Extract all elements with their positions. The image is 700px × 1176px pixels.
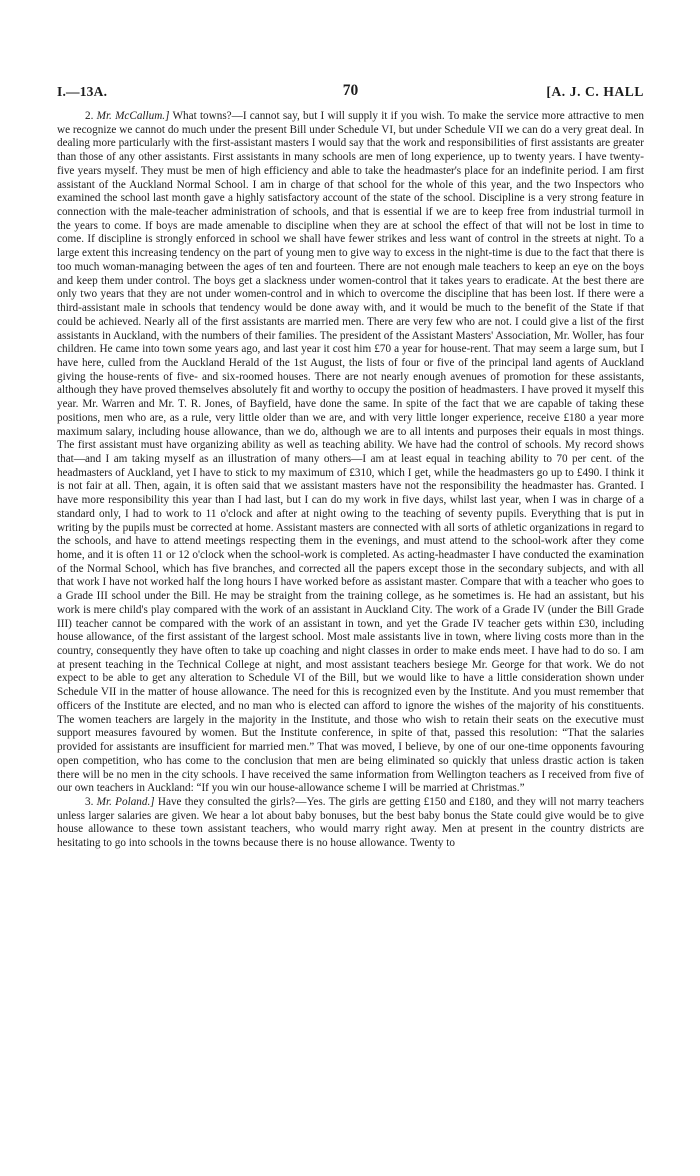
speaker-name: Mr. Poland.] [96, 795, 155, 808]
paragraph-number: 2. [85, 110, 94, 122]
paragraph-text: Have they consulted the girls?—Yes. The girls are getting £150 and £180, and they will not marry teachers unless larger salaries are given. We hear a lot about baby bonuses, but the best baby bonus the State could give would be to give house allowance to these town assistant teachers, who would marry right away. Men at present in the country districts are hesitating to go into schools in the towns because there is no house allowance. Twenty to [57, 795, 645, 850]
document-reference: I.—13A. [57, 84, 108, 99]
speaker-name: Mr. McCallum.] [96, 110, 170, 122]
paragraph [57, 110, 644, 796]
page-header [57, 84, 644, 106]
document-body [57, 110, 644, 851]
witness-name: [A. J. C. HALL [546, 84, 644, 99]
paragraph-number: 3. [85, 795, 94, 808]
page-number: 70 [342, 82, 359, 99]
paragraph-text: What towns?—I cannot say, but I will supply it if you wish. To make the service more attractive to men we recognize we cannot do much under the present Bill under Schedule VI, but under Schedule VII we can do a very great deal. In dealing more particularly with the first-assistant masters I would say that the work and responsibilities of first assistants are greater than those of any other assistants. First assistants in many schools are men of long experience, up to twenty years. I have twenty-five years myself. They must be men of high efficiency and able to take the headmaster's place for an indefinite period. I am first assistant of the Auckland Normal School. I am in charge of that school for the whole of this year, and the two Inspectors who examined the school last month gave a highly satisfactory account of the state of the school. Discipline is a very strong feature in connection with the male-teacher administration of schools, and that is essential if we are to keep free from industrial turmoil in the years to come. If boys are made amenable to discipline when they are at school the effect of that will not be lost in time to come. If discipline is strongly enforced in school we shall have fewer strikes and less want of control in the streets at night. To a large extent this increasing tendency on the part of young men to give way to excess in the night-time is due to the fact that there is too much woman-managing between the ages of ten and fourteen. There are not enough male teachers to keep an eye on the boys and keep them under control. The boys get a slackness under women-control that it takes years to eradicate. At the best there are only two years that they are not under women-control and in which to overcome the discipline that has been lost. If there were a third-assistant male in schools that tendency would be done away with, and it would be much to the benefit of the State if that could be achieved. Nearly all of the first assistants are married men. There are very few who are not. I could give a list of the first assistants in Auckland, with the numbers of their families. The president of the Assistant Masters' Association, Mr. Woller, has four children. He came into town some years ago, and last year it cost him £70 a year for house-rent. That may seem a large sum, but I have here, culled from the Auckland Herald of the 1st August, the lists of four or five of the principal land agents of Auckland giving the house-rents of five- and six-roomed houses. There are not nearly enough avenues of promotion for these assistants, although they have proved themselves absolutely fit and worthy to occupy the position of headmasters. I have proved it myself this year. Mr. Warren and Mr. T. R. Jones, of Bayfield, have done the same. In spite of the fact that we are capable of taking these positions, men who are, as a rule, very little older than we are, and with very little longer experience, receive £180 a year more maximum salary, including house allowance, than we do, although we are to all intents and purposes their equals in most things. The first assistant must have organizing ability as well as teaching ability. We have had the control of schools. My record shows that—and I am taking myself as an illustration of many others—I am at least equal in teaching ability to 70 per cent. of the headmasters of Auckland, yet I have to stick to my maximum of £310, which I get, while the headmasters go up to £490. I think it is not fair at all. Then, again, it is often said that we assistant masters have not the responsibility the headmaster has. Granted. I have more responsibility this year than I had last, but I can do my work in five days, whilst last year, when I was in charge of a standard only, I had to work to 11 o'clock and after at night owing to the teaching of seventy pupils. Everything that is put in writing by the pupils must be corrected at home. Assistant masters are connected with all sorts of athletic organizations in regard to the schools, and have to attend meetings respecting them in the evenings, and must attend to the school-work after they come home, and it is often 11 or 12 o'clock when the school-work is completed. As acting-headmaster I have conducted the examination of the Normal School, which has five branches, and corrected all the papers except those in the secondary subjects, and with all that work I have not worked half the long hours I have worked before as assistant master. Compare that with a teacher who goes to a Grade III school under the Bill. He may be straight from the training college, as he sometimes is. He had an assistant, but his work is mere child's play compared with the work of an assistant in Auckland City. The work of a Grade IV (under the Bill Grade III) teacher cannot be compared with the work of an assistant in town, and yet the Grade IV teacher gets within £30, including house allowance, of the first assistant of the largest school. Most male assistants live in town, where living costs more than in the country, consequently they have often to take up coaching and night classes in order to make ends meet. I have had to do so. I am at present teaching in the Technical College at night, and most assistant teachers besiege Mr. George for that work. We do not expect to be able to get any alteration to Schedule VI of the Bill, but we would like to have a little consideration shown under Schedule VII in the matter of house allowance. The need for this is recognized even by the Institute. And you must remember that officers of the Institute are elected, and no man who is elected can afford to ignore the wishes of the majority of his constituents. The women teachers are largely in the majority in the Institute, and those who wish to retain their seats on the executive must support measures favoured by women. But the Institute conference, in spite of that, passed this resolution: “That the salaries provided for assistants are insufficient for married men.” That was moved, I believe, by one of our one-time opponents favouring open competition, who has come to the conclusion that men are being eliminated so quickly that unless drastic action is taken there will be no men in the city schools. I have received the same information from Wellington teachers as I received from five of our own teachers in Auckland: “If you win our house-allowance scheme I will be married at Christmas.” [57, 110, 645, 795]
paragraph [57, 796, 644, 851]
